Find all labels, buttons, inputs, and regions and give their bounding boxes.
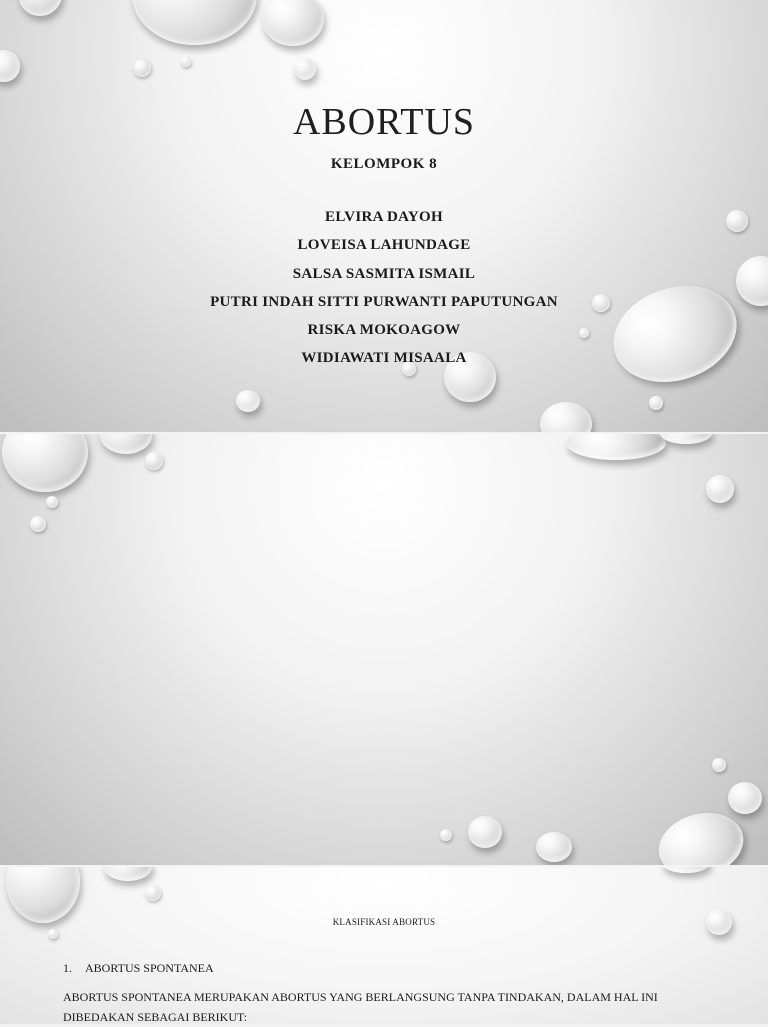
water-drop-decoration	[660, 434, 712, 444]
slide-heading: KLASIFIKASI ABORTUS	[332, 917, 436, 927]
slide-title-heading: ABORTUS	[292, 101, 476, 143]
water-drop-decoration	[566, 434, 666, 460]
water-drop-decoration	[662, 867, 710, 873]
water-drop-decoration	[48, 929, 58, 939]
water-drop-decoration	[440, 829, 452, 841]
water-drop-decoration	[133, 59, 151, 77]
water-drop-decoration	[132, 0, 257, 45]
member-name: ELVIRA DAYOH	[325, 209, 443, 225]
member-name: LOVEISA LAHUNDAGE	[297, 237, 471, 254]
slide-definition	[0, 434, 768, 865]
water-drop-decoration	[0, 50, 20, 82]
water-drop-decoration	[262, 0, 324, 46]
water-drop-decoration	[728, 782, 762, 814]
member-name: WIDIAWATI MISAALA	[301, 350, 467, 367]
water-drop-decoration	[181, 57, 191, 67]
water-drop-decoration	[706, 475, 734, 503]
water-drop-decoration	[104, 867, 152, 881]
list-number: 1.	[63, 961, 72, 975]
water-drop-decoration	[712, 758, 726, 772]
slide-title	[0, 0, 768, 432]
list-label: ABORTUS SPONTANEA	[85, 961, 214, 975]
water-drop-decoration	[145, 885, 161, 901]
group-label: KELOMPOK 8	[330, 156, 438, 172]
water-drop-decoration	[236, 390, 260, 412]
water-drop-decoration	[46, 496, 58, 508]
list-item	[63, 961, 214, 976]
water-drop-decoration	[468, 816, 502, 848]
water-drop-decoration	[2, 434, 88, 492]
water-drop-decoration	[540, 402, 592, 432]
member-name: SALSA SASMITA ISMAIL	[292, 265, 476, 282]
paragraph: ABORTUS SPONTANEA MERUPAKAN ABORTUS YANG BERLANGSUNG TANPA TINDAKAN, DALAM HAL INI DIBEDAKAN SEBAGAI BERIKUT:	[63, 990, 658, 1024]
water-drop-decoration	[18, 0, 62, 16]
water-drop-decoration	[649, 396, 663, 410]
water-drop-decoration	[145, 452, 163, 470]
water-drop-decoration	[100, 434, 152, 454]
member-list	[0, 206, 768, 376]
member-name: PUTRI INDAH SITTI PURWANTI PAPUTUNGAN	[210, 293, 558, 310]
water-drop-decoration	[651, 804, 750, 865]
water-drop-decoration	[30, 516, 46, 532]
water-drop-decoration	[536, 832, 572, 862]
member-name: RISKA MOKOAGOW	[307, 322, 461, 339]
water-drop-decoration	[6, 867, 80, 923]
water-drop-decoration	[294, 58, 316, 80]
